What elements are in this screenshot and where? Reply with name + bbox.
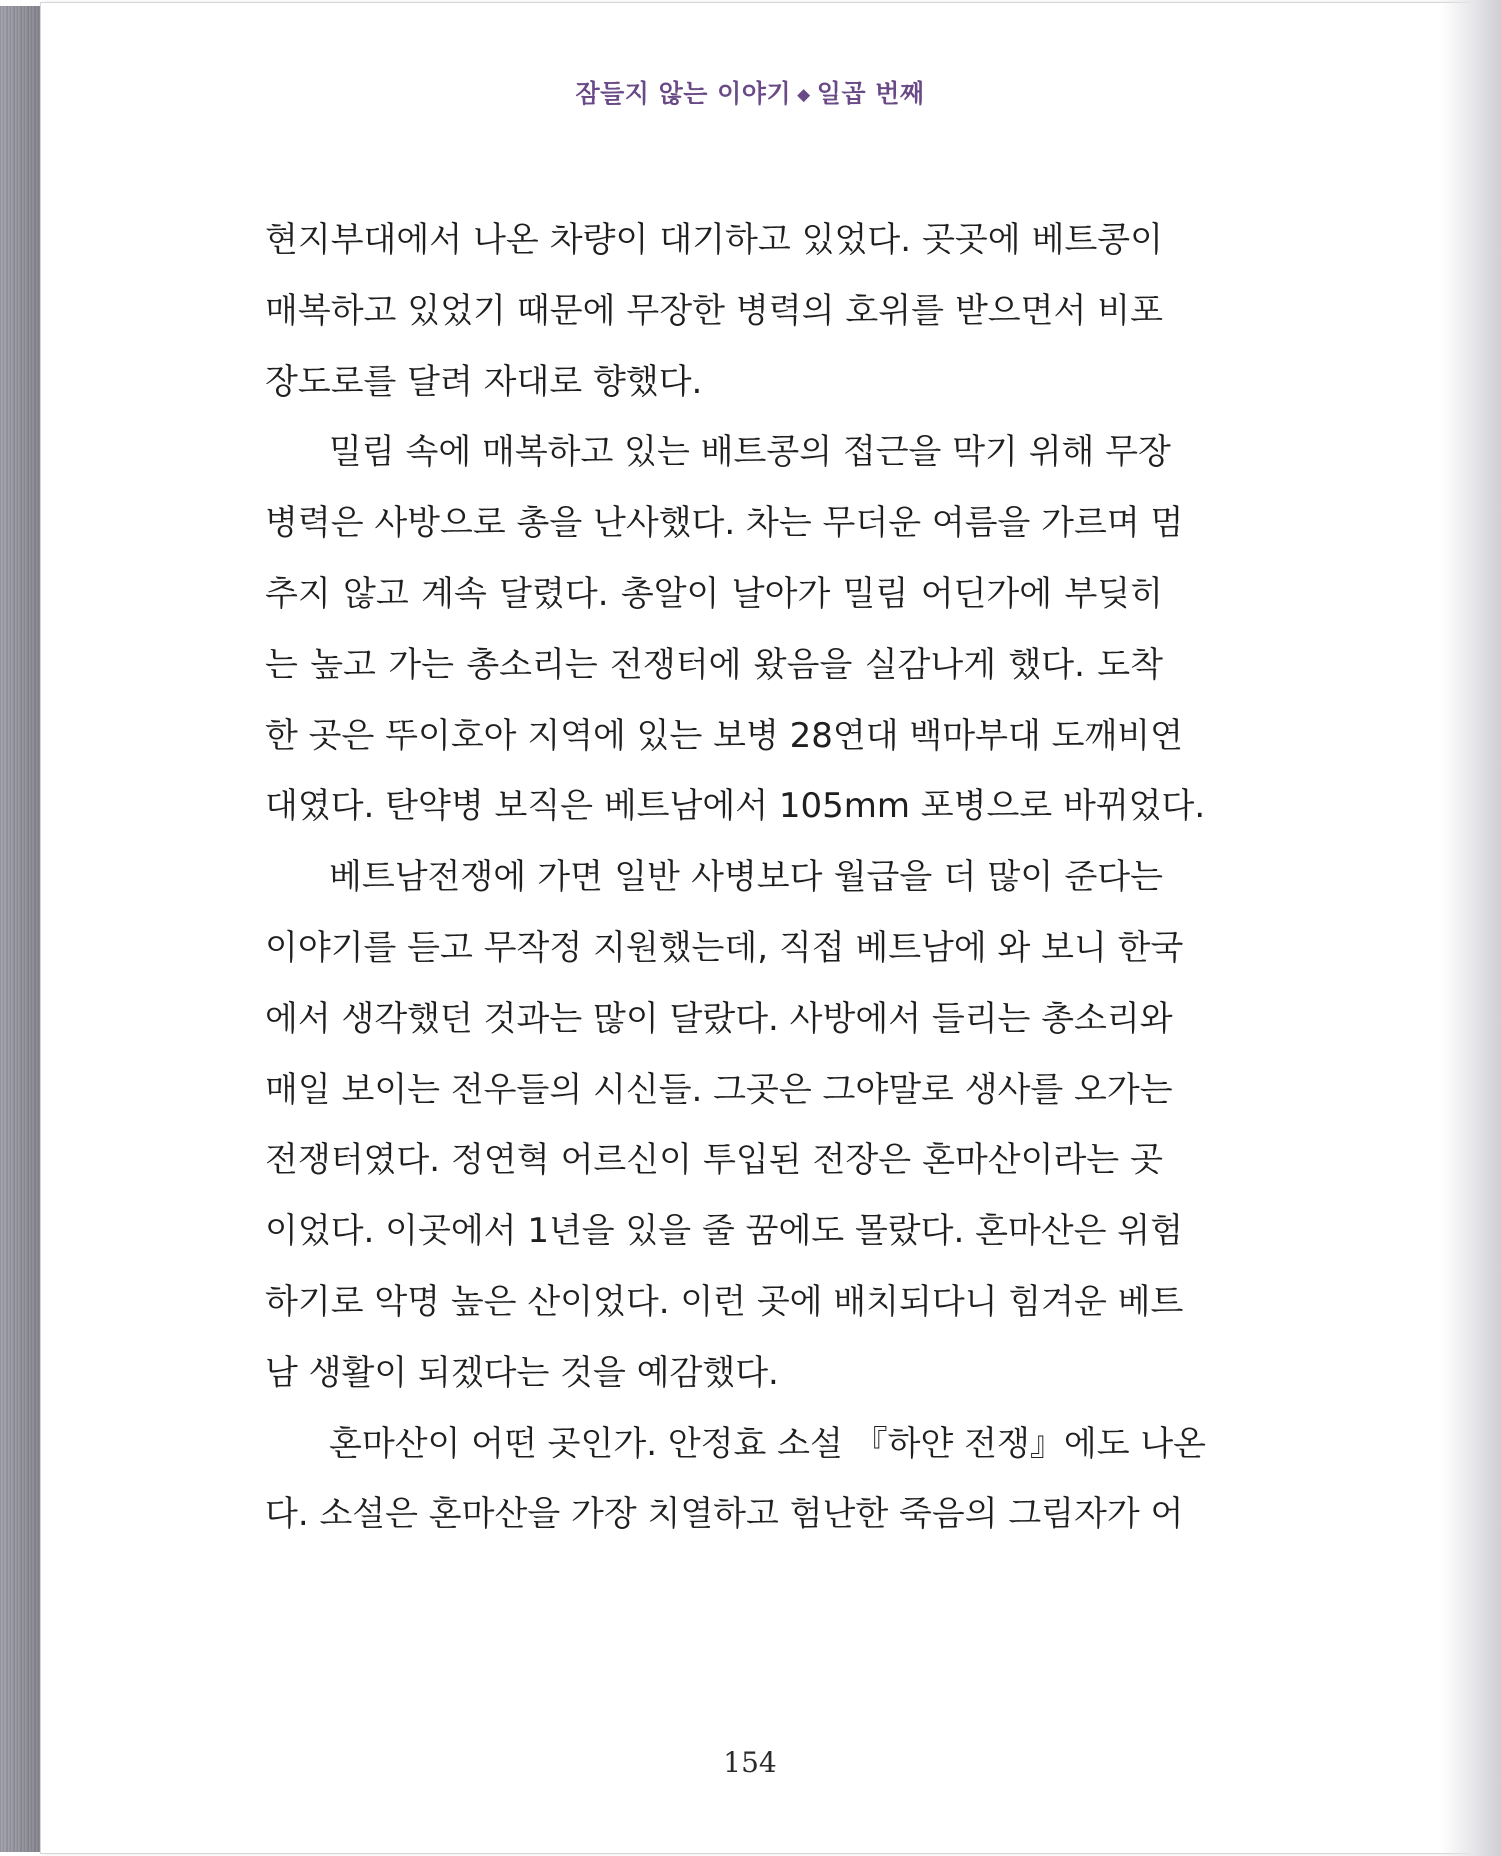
text-line: 추지 않고 계속 달렸다. 총알이 날아가 밀림 어딘가에 부딪히 [265, 573, 1163, 614]
body-text [265, 205, 1207, 1550]
text-line: 현지부대에서 나온 차량이 대기하고 있었다. 곳곳에 베트콩이 [265, 220, 1163, 260]
running-head [40, 74, 1460, 110]
text-line: 대였다. 탄약병 보직은 베트남에서 105mm 포병으로 바뀌었다. [265, 786, 1206, 827]
text-line: 병력은 사방으로 총을 난사했다. 차는 무더운 여름을 가르며 멈 [265, 503, 1184, 544]
text-line: 는 높고 가는 총소리는 전쟁터에 왔음을 실감나게 했다. 도착 [265, 644, 1163, 685]
text-line: 하기로 악명 높은 산이었다. 이런 곳에 배치되다니 힘겨운 베트 [265, 1281, 1184, 1322]
text-line: 밀림 속에 매복하고 있는 배트콩의 접근을 막기 위해 무장 [329, 432, 1171, 473]
text-line: 한 곳은 뚜이호아 지역에 있는 보병 28연대 백마부대 도깨비연 [265, 715, 1183, 756]
text-line: 에서 생각했던 것과는 많이 달랐다. 사방에서 들리는 총소리와 [265, 998, 1173, 1039]
page-gutter-shadow [1441, 0, 1501, 1856]
text-line: 장도로를 달려 자대로 향했다. [265, 361, 703, 402]
text-line: 남 생활이 되겠다는 것을 예감했다. [265, 1352, 779, 1393]
text-line: 매일 보이는 전우들의 시신들. 그곳은 그야말로 생사를 오가는 [265, 1069, 1173, 1110]
text-line: 전쟁터였다. 정연혁 어르신이 투입된 전장은 혼마산이라는 곳 [265, 1140, 1163, 1181]
text-line: 이었다. 이곳에서 1년을 있을 줄 꿈에도 몰랐다. 혼마산은 위험 [265, 1211, 1183, 1252]
text-line: 다. 소설은 혼마산을 가장 치열하고 험난한 죽음의 그림자가 어 [265, 1494, 1184, 1535]
text-line: 혼마산이 어떤 곳인가. 안정효 소설 『하얀 전쟁』에도 나온 [329, 1423, 1207, 1464]
running-head-section: 일곱 번째 [816, 79, 925, 108]
diamond-icon: ◆ [797, 85, 811, 105]
text-line: 매복하고 있었기 때문에 무장한 병력의 호위를 받으면서 비포 [265, 290, 1163, 331]
text-line: 베트남전쟁에 가면 일반 사병보다 월급을 더 많이 준다는 [329, 857, 1163, 898]
page-number: 154 [723, 1746, 777, 1779]
running-head-title: 잠들지 않는 이야기 [575, 79, 792, 108]
text-line: 이야기를 듣고 무작정 지원했는데, 직접 베트남에 와 보니 한국 [265, 927, 1184, 968]
